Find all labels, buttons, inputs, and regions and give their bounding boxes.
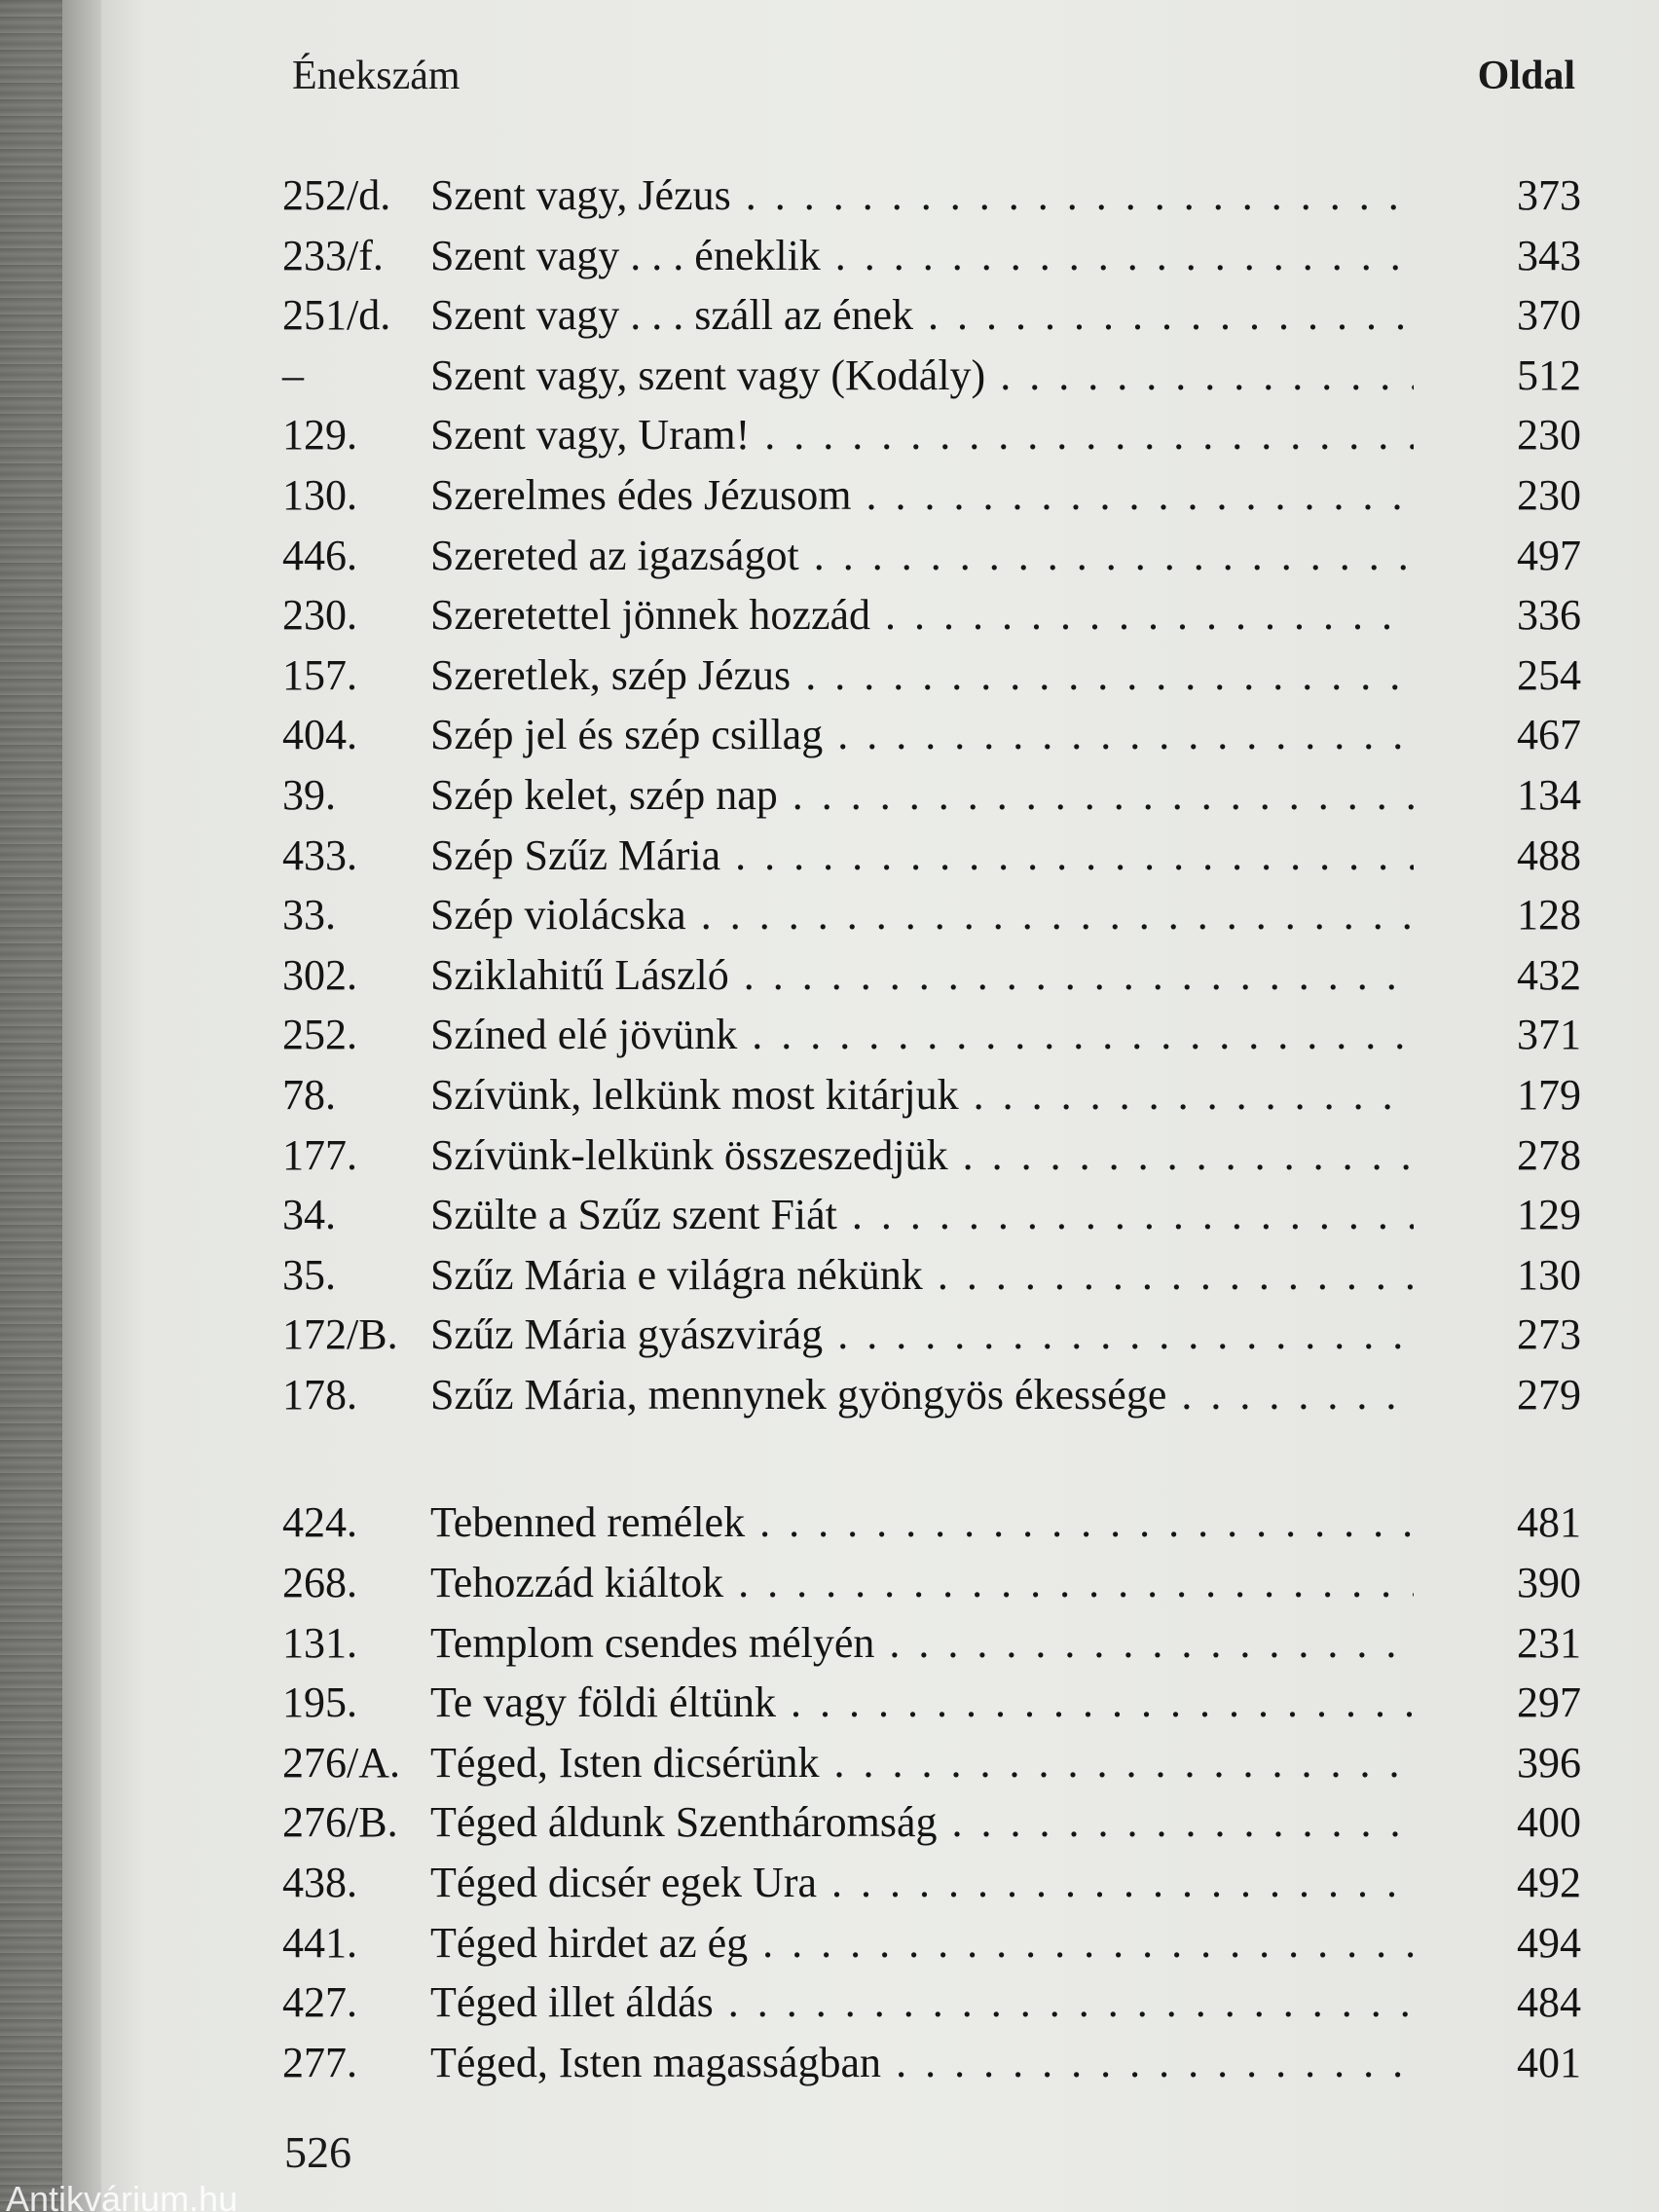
hymn-title: Téged, Isten dicsérünk . . . [430,1733,1414,1793]
hymn-page: 128 [1517,891,1581,940]
book-spine [0,0,62,2212]
hymn-number: 177. [282,1130,357,1179]
hymn-title: Szép Szűz Mária . . . [430,826,1414,886]
hymn-page: 230 [1517,470,1581,519]
index-entry [282,1673,1587,1733]
hymn-page: 231 [1517,1618,1581,1667]
hymn-number: 276/B. [282,1798,398,1847]
hymn-number: 34. [282,1191,336,1239]
index-entry [282,645,1587,706]
hymn-title: Szűz Mária, mennynek gyöngyös ékessége . . . [430,1365,1414,1425]
index-entry [282,585,1587,645]
hymn-number: 441. [282,1918,357,1967]
hymn-number: 276/A. [282,1738,400,1787]
hymn-page: 492 [1517,1859,1581,1907]
hymn-number: 157. [282,650,357,699]
index-entry [282,1365,1587,1425]
index-entry [282,1972,1587,2033]
index-entry [282,1185,1587,1245]
index-list [282,166,1587,2092]
hymn-page: 432 [1517,950,1581,999]
hymn-page: 278 [1517,1130,1581,1179]
hymn-title: Szereted az igazságot . . . [430,526,1414,586]
hymn-number: 404. [282,711,357,759]
index-entry [282,1913,1587,1973]
index-entry [282,465,1587,526]
hymn-title: Sziklahitű László . . . [430,945,1414,1006]
hymn-title: Tehozzád kiáltok . . . [430,1553,1414,1613]
hymn-number: 230. [282,591,357,640]
hymn-page: 401 [1517,2038,1581,2086]
hymn-number: 39. [282,770,336,819]
hymn-title: Szent vagy . . . éneklik . . . [430,226,1414,286]
hymn-title: Templom csendes mélyén . . . [430,1613,1414,1674]
hymn-number: 129. [282,411,357,460]
hymn-title: Tebenned remélek . . . [430,1493,1414,1553]
hymn-number: 424. [282,1498,357,1547]
hymn-title: Téged, Isten magasságban . . . [430,2033,1414,2093]
index-group-sz [282,166,1587,1424]
watermark: Antikvárium.hu [6,2179,239,2212]
hymn-number: 427. [282,1978,357,2027]
hymn-page: 400 [1517,1798,1581,1847]
index-entry [282,1005,1587,1065]
hymn-page: 481 [1517,1498,1581,1547]
hymn-page: 371 [1517,1011,1581,1059]
hymn-number: – [282,350,304,399]
hymn-number: 277. [282,2038,357,2086]
hymn-number: 131. [282,1618,357,1667]
index-entry [282,705,1587,765]
index-entry [282,1792,1587,1853]
hymn-number: 178. [282,1370,357,1419]
hymn-number: 446. [282,531,357,579]
hymn-title: Téged hirdet az ég . . . [430,1913,1414,1973]
index-entry [282,945,1587,1006]
index-entry [282,1493,1587,1553]
hymn-page: 254 [1517,650,1581,699]
index-entry [282,405,1587,465]
hymn-number: 438. [282,1859,357,1907]
hymn-title: Szeretlek, szép Jézus . . . [430,645,1414,706]
hymn-page: 297 [1517,1678,1581,1727]
hymn-page: 336 [1517,591,1581,640]
hymn-number: 302. [282,950,357,999]
index-entry [282,1305,1587,1365]
hymn-number: 130. [282,470,357,519]
hymn-title: Szent vagy . . . száll az ének . . . [430,285,1414,346]
hymn-page: 230 [1517,411,1581,460]
group-gap [282,1424,1587,1493]
index-entry [282,1125,1587,1186]
hymn-title: Szent vagy, Jézus . . . [430,166,1414,226]
hymn-number: 252/d. [282,171,391,219]
page-number: 526 [284,2127,351,2177]
hymn-title: Szűz Mária gyászvirág . . . [430,1305,1414,1365]
index-entry [282,826,1587,886]
index-entry [282,2033,1587,2093]
index-entry [282,346,1587,406]
hymn-page: 484 [1517,1978,1581,2027]
hymn-title: Téged illet áldás . . . [430,1972,1414,2033]
hymn-title: Szép jel és szép csillag . . . [430,705,1414,765]
hymn-page: 134 [1517,770,1581,819]
hymn-page: 494 [1517,1918,1581,1967]
hymn-number: 252. [282,1011,357,1059]
hymn-page: 279 [1517,1370,1581,1419]
index-entry [282,1553,1587,1613]
index-entry [282,166,1587,226]
index-entry [282,885,1587,945]
hymn-page: 273 [1517,1310,1581,1359]
hymn-page: 512 [1517,350,1581,399]
hymn-page: 488 [1517,830,1581,879]
hymn-title: Szűz Mária e világra nékünk . . . [430,1245,1414,1306]
index-entry [282,1245,1587,1306]
hymn-title: Színed elé jövünk . . . [430,1005,1414,1065]
hymn-title: Szívünk-lelkünk összeszedjük . . . [430,1125,1414,1186]
hymn-title: Téged dicsér egek Ura . . . [430,1853,1414,1913]
index-entry [282,1065,1587,1125]
hymn-page: 467 [1517,711,1581,759]
hymn-page: 396 [1517,1738,1581,1787]
header-hymn-number: Énekszám [292,54,461,98]
hymn-number: 33. [282,891,336,940]
hymn-number: 172/B. [282,1310,398,1359]
hymn-title: Szent vagy, szent vagy (Kodály) . . . [430,346,1414,406]
index-entry [282,1613,1587,1674]
index-group-t [282,1493,1587,2092]
hymn-title: Te vagy földi éltünk . . . [430,1673,1414,1733]
hymn-page: 129 [1517,1191,1581,1239]
hymn-title: Szép violácska . . . [430,885,1414,945]
index-entry [282,1733,1587,1793]
index-entry [282,526,1587,586]
column-header [292,53,1575,111]
hymn-title: Téged áldunk Szentháromság . . . [430,1792,1414,1853]
hymn-page: 130 [1517,1250,1581,1299]
header-page: Oldal [1477,54,1575,98]
hymn-number: 268. [282,1559,357,1607]
hymn-page: 373 [1517,171,1581,219]
hymn-title: Szívünk, lelkünk most kitárjuk . . . [430,1065,1414,1125]
hymn-title: Szent vagy, Uram! . . . [430,405,1414,465]
hymn-number: 195. [282,1678,357,1727]
hymn-number: 251/d. [282,291,391,340]
hymn-title: Szerelmes édes Jézusom . . . [430,465,1414,526]
hymn-title: Szülte a Szűz szent Fiát . . . [430,1185,1414,1245]
hymn-page: 370 [1517,291,1581,340]
hymn-title: Szeretettel jönnek hozzád . . . [430,585,1414,645]
hymn-number: 433. [282,830,357,879]
page-edge [62,0,101,2212]
hymn-number: 233/f. [282,231,384,279]
hymn-title: Szép kelet, szép nap . . . [430,765,1414,826]
hymn-page: 343 [1517,231,1581,279]
hymn-number: 35. [282,1250,336,1299]
hymn-page: 497 [1517,531,1581,579]
index-entry [282,285,1587,346]
index-entry [282,1853,1587,1913]
hymn-number: 78. [282,1070,336,1119]
hymn-page: 390 [1517,1559,1581,1607]
hymn-page: 179 [1517,1070,1581,1119]
index-entry [282,765,1587,826]
index-entry [282,226,1587,286]
